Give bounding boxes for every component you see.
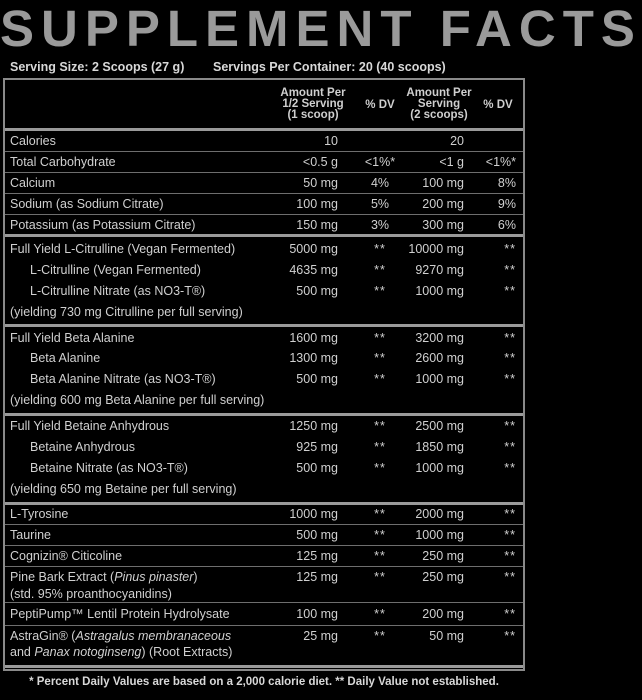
dv-half: ** [374, 351, 386, 365]
dv-half: ** [374, 607, 386, 621]
nutrient-label: Betaine Anhydrous [30, 440, 135, 454]
dv-full: ** [504, 351, 516, 365]
nutrient-label: Full Yield L-Citrulline (Vegan Fermented) [10, 242, 236, 256]
footnote: * Percent Daily Values are based on a 2,000 calorie diet. ** Daily Value not established. [29, 676, 499, 688]
divider-section [5, 502, 523, 505]
amount-half: 125 mg [296, 549, 338, 563]
dv-half: ** [374, 570, 386, 584]
amount-full: 100 mg [422, 176, 464, 190]
facts-row [0, 351, 528, 371]
nutrient-label: (yielding 600 mg Beta Alanine per full serving) [10, 393, 265, 407]
nutrient-label: Calcium [10, 176, 56, 190]
dv-half: 5% [370, 197, 390, 211]
dv-half: ** [374, 372, 386, 386]
facts-row [0, 155, 528, 175]
nutrient-label: Calories [10, 134, 56, 148]
nutrient-label [10, 570, 198, 584]
nutrient-label: Full Yield Betaine Anhydrous [10, 419, 170, 433]
amount-full: 250 mg [422, 549, 464, 563]
dv-half: ** [374, 263, 386, 277]
dv-half: ** [374, 242, 386, 256]
facts-row [0, 134, 528, 154]
dv-full: 8% [497, 176, 516, 190]
dv-half: 4% [370, 176, 390, 190]
facts-row [0, 197, 528, 217]
dv-full: ** [504, 607, 516, 621]
dv-full: ** [504, 570, 516, 584]
dv-full: ** [504, 419, 516, 433]
amount-half: 925 mg [296, 440, 338, 454]
divider-section [5, 413, 523, 416]
amount-full: 20 [450, 134, 464, 148]
amount-half: 10 [324, 134, 338, 148]
page-title: SUPPLEMENT FACTS [0, 0, 642, 57]
amount-full: 3200 mg [415, 331, 464, 345]
nutrient-label: Beta Alanine Nitrate (as NO3-T®) [30, 372, 216, 386]
amount-full: 10000 mg [408, 242, 464, 256]
nutrient-label [10, 645, 232, 659]
facts-row [0, 305, 528, 325]
nutrient-label-italic: Pinus pinaster [114, 570, 194, 584]
nutrient-label: (yielding 650 mg Betaine per full serving) [10, 482, 237, 496]
amount-half: 1000 mg [289, 507, 338, 521]
dv-full: ** [504, 263, 516, 277]
nutrient-label: L-Tyrosine [10, 507, 69, 521]
amount-full: 1850 mg [415, 440, 464, 454]
amount-full: 200 mg [422, 607, 464, 621]
dv-full: 6% [497, 218, 516, 232]
facts-row [0, 176, 528, 196]
amount-full: 2600 mg [415, 351, 464, 365]
dv-half: 3% [370, 218, 390, 232]
dv-half: ** [374, 528, 386, 542]
amount-half: 50 mg [303, 176, 338, 190]
nutrient-label: Potassium (as Potassium Citrate) [10, 218, 196, 232]
facts-row [0, 461, 528, 481]
amount-full: 2500 mg [415, 419, 464, 433]
dv-full: 9% [497, 197, 516, 211]
dv-full: ** [504, 440, 516, 454]
amount-full: 2000 mg [415, 507, 464, 521]
amount-full: 1000 mg [415, 528, 464, 542]
nutrient-label-italic: Astragalus membranaceous [75, 629, 232, 643]
amount-half: 500 mg [296, 372, 338, 386]
serving-size: Serving Size: 2 Scoops (27 g) [10, 60, 185, 74]
nutrient-label-text: and [10, 645, 35, 659]
nutrient-label: Total Carbohydrate [10, 155, 116, 169]
amount-half: 1250 mg [289, 419, 338, 433]
amount-half: 500 mg [296, 528, 338, 542]
facts-row [0, 645, 528, 665]
dv-full: ** [504, 242, 516, 256]
amount-half: 5000 mg [289, 242, 338, 256]
amount-full: <1 g [439, 155, 464, 169]
amount-half: 25 mg [303, 629, 338, 643]
dv-full: ** [504, 549, 516, 563]
nutrient-label-italic: Panax notoginseng [34, 645, 142, 659]
dv-half: <1%* [364, 155, 396, 169]
nutrient-label: Cognizin® Citicoline [10, 549, 123, 563]
amount-half: 500 mg [296, 284, 338, 298]
nutrient-label: Beta Alanine [30, 351, 101, 365]
dv-full: <1%* [485, 155, 516, 169]
nutrient-label: Betaine Nitrate (as NO3-T®) [30, 461, 188, 475]
amount-full: 250 mg [422, 570, 464, 584]
facts-row [0, 242, 528, 262]
header-dv-1: % DV [365, 99, 395, 111]
facts-row [0, 440, 528, 460]
amount-full: 9270 mg [415, 263, 464, 277]
dv-full: ** [504, 528, 516, 542]
servings-per-container: Servings Per Container: 20 (40 scoops) [213, 60, 446, 74]
dv-full: ** [504, 629, 516, 643]
facts-row [0, 549, 528, 569]
amount-half: <0.5 g [302, 155, 338, 169]
amount-half: 500 mg [296, 461, 338, 475]
dv-full: ** [504, 284, 516, 298]
amount-full: 1000 mg [415, 372, 464, 386]
dv-half: ** [374, 440, 386, 454]
amount-full: 300 mg [422, 218, 464, 232]
facts-row [0, 587, 528, 607]
header-amount-full: Amount Per Serving (2 scoops) [406, 87, 472, 121]
amount-half: 150 mg [296, 218, 338, 232]
dv-half: ** [374, 419, 386, 433]
facts-row [0, 218, 528, 238]
nutrient-label: (std. 95% proanthocyanidins) [10, 587, 172, 601]
dv-half: ** [374, 507, 386, 521]
facts-row [0, 393, 528, 413]
header-amount-half: Amount Per 1/2 Serving (1 scoop) [280, 87, 346, 121]
dv-half: ** [374, 629, 386, 643]
facts-row [0, 263, 528, 283]
dv-full: ** [504, 461, 516, 475]
nutrient-label: (yielding 730 mg Citrulline per full serving) [10, 305, 243, 319]
nutrient-label-text: ) [193, 570, 198, 584]
nutrient-label-text: AstraGin® ( [10, 629, 76, 643]
amount-full: 1000 mg [415, 461, 464, 475]
nutrient-label-text: ) (Root Extracts) [141, 645, 233, 659]
dv-full: ** [504, 372, 516, 386]
nutrient-label: PeptiPump™ Lentil Protein Hydrolysate [10, 607, 230, 621]
nutrient-label [10, 629, 231, 643]
nutrient-label: Full Yield Beta Alanine [10, 331, 135, 345]
nutrient-label: Sodium (as Sodium Citrate) [10, 197, 164, 211]
facts-row [0, 284, 528, 304]
nutrient-label: L-Citrulline (Vegan Fermented) [30, 263, 201, 277]
facts-row [0, 482, 528, 502]
divider-bottom [5, 665, 523, 668]
amount-full: 200 mg [422, 197, 464, 211]
facts-row [0, 372, 528, 392]
amount-full: 1000 mg [415, 284, 464, 298]
facts-row [0, 507, 528, 527]
amount-half: 4635 mg [289, 263, 338, 277]
amount-half: 100 mg [296, 607, 338, 621]
facts-row [0, 419, 528, 439]
amount-full: 50 mg [429, 629, 464, 643]
nutrient-label: L-Citrulline Nitrate (as NO3-T®) [30, 284, 206, 298]
dv-half: ** [374, 284, 386, 298]
nutrient-label: Taurine [10, 528, 51, 542]
dv-full: ** [504, 331, 516, 345]
amount-half: 100 mg [296, 197, 338, 211]
amount-half: 1600 mg [289, 331, 338, 345]
dv-half: ** [374, 331, 386, 345]
amount-half: 125 mg [296, 570, 338, 584]
dv-half: ** [374, 461, 386, 475]
dv-full: ** [504, 507, 516, 521]
facts-row [0, 528, 528, 548]
amount-half: 1300 mg [289, 351, 338, 365]
header-dv-2: % DV [483, 99, 513, 111]
nutrient-label-text: Pine Bark Extract ( [10, 570, 115, 584]
dv-half: ** [374, 549, 386, 563]
facts-row [0, 331, 528, 351]
divider-header [5, 128, 523, 131]
facts-row [0, 607, 528, 627]
